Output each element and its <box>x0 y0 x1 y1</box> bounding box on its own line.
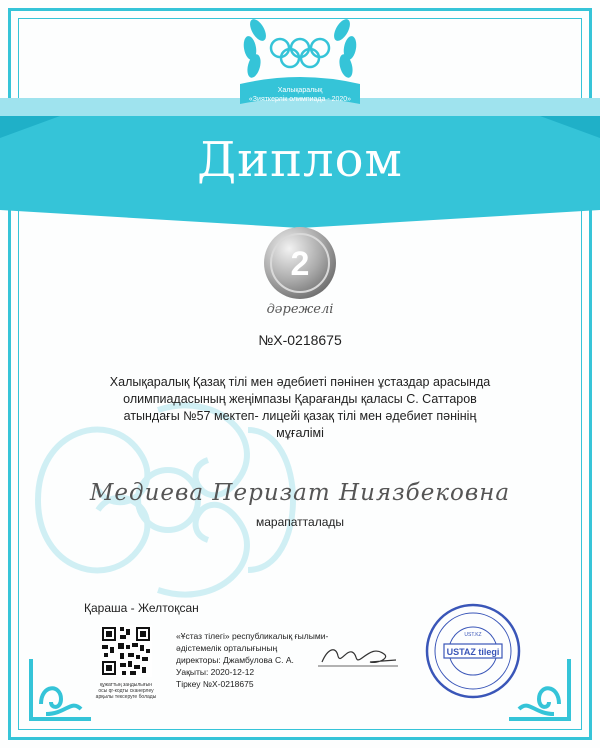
org-line-2: әдістемелік орталығының <box>176 643 278 653</box>
award-description <box>70 374 530 442</box>
silver-medal-icon <box>262 225 338 301</box>
diploma-title: Диплом <box>197 132 403 188</box>
qr-caption <box>80 682 172 700</box>
qr-caption-line-1: құжаттың заңдылығын <box>99 682 153 688</box>
description-line-4: мұғалімі <box>276 426 324 440</box>
stamp-center-text: USTAZ tilegi <box>446 647 500 657</box>
description-line-3: атындағы №57 мектеп- лицейі қазақ тілі мен әдебиет пәнінің <box>123 409 477 423</box>
diploma-number: №X-0218675 <box>258 332 342 348</box>
medal-digit: 2 <box>290 245 310 283</box>
official-stamp-icon <box>424 602 522 700</box>
signature-icon <box>318 640 398 670</box>
recipient-name: Медиева Перизат Ниязбековна <box>89 480 511 506</box>
qr-caption-line-2: осы qr-кодты сканерлеу <box>98 688 154 694</box>
date-line: Уақыты: 2020-12-12 <box>176 667 255 677</box>
awarded-label: марапатталады <box>255 515 344 529</box>
stamp-inner-text: UST.KZ <box>464 632 482 638</box>
logo-line-2: «Зияткерлік олимпиада - 2020» <box>248 96 352 103</box>
org-line-1: «Ұстаз тілегі» республикалық ғылыми- <box>176 631 329 641</box>
org-line-3: директоры: Джамбулова С. А. <box>176 655 294 665</box>
degree-label: дәрежелі <box>266 302 334 317</box>
logo-line-1: Халықаралық <box>277 87 323 94</box>
qr-code-icon[interactable] <box>100 625 152 677</box>
logo-caption <box>200 86 400 104</box>
period-label: Қараша - Желтоқсан <box>84 601 199 615</box>
description-line-2: олимпиадасының жеңімпазы Қарағанды қаласы С. Саттаров <box>123 392 477 406</box>
qr-caption-line-3: арқылы тексеруге болады <box>95 694 157 700</box>
description-line-1: Халықаралық Қазақ тілі мен әдебиеті пәнінен ұстаздар арасында <box>109 375 491 389</box>
registration-line: Тіркеу №X-0218675 <box>176 679 254 689</box>
